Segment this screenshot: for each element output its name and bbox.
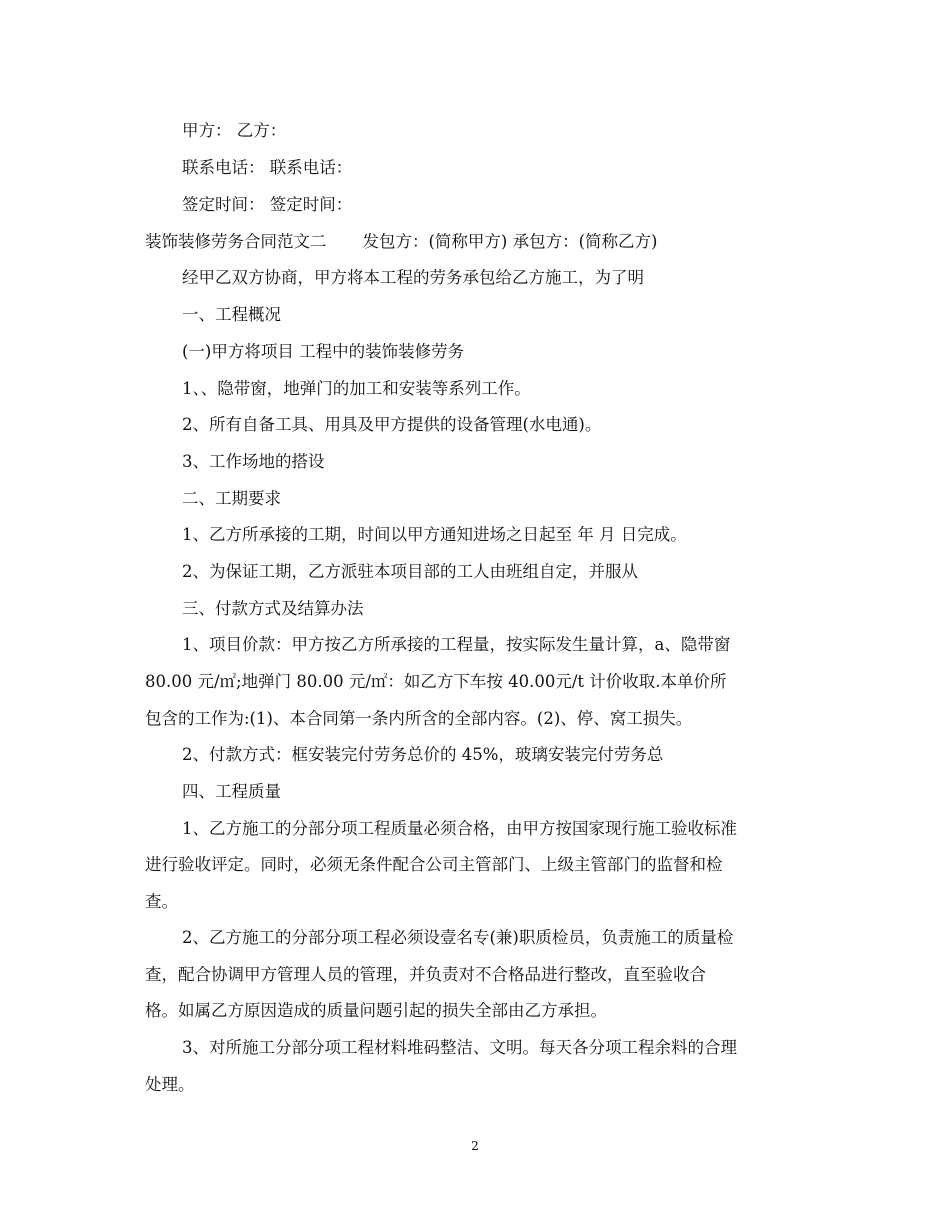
contract-title: 装饰装修劳务合同范文二 — [145, 232, 327, 251]
section-heading-2: 二、工期要求 — [182, 489, 281, 508]
clause-1-1: 1、、隐带窗，地弹门的加工和安装等系列工作。 — [182, 379, 531, 398]
clause-4-2-line-2: 查，配合协调甲方管理人员的管理，并负责对不合格品进行整改，直至验收合 — [145, 965, 706, 984]
clause-3-1-line-1: 1、项目价款：甲方按乙方所承接的工程量，按实际发生量计算，a、隐带窗 — [182, 635, 731, 654]
contract-parties: 发包方：(简称甲方) 承包方：(简称乙方) — [362, 232, 658, 251]
clause-1-2: 2、所有自备工具、用具及甲方提供的设备管理(水电通)。 — [182, 415, 602, 434]
clause-3-1-line-2: 80.00 元/㎡;地弹门 80.00 元/㎡：如乙方下车按 40.00元/t 计价收取.本单价所 — [145, 672, 727, 691]
clause-4-1-line-2: 进行验收评定。同时，必须无条件配合公司主管部门、上级主管部门的监督和检 — [145, 855, 723, 874]
contract-heading-line — [145, 231, 810, 253]
clause-4-3-line-2: 处理。 — [145, 1075, 195, 1094]
clause-4-2-line-3: 格。如属乙方原因造成的质量问题引起的损失全部由乙方承担。 — [145, 1001, 607, 1020]
clause-1-3: 3、工作场地的搭设 — [182, 452, 325, 471]
clause-3-1-line-3: 包含的工作为:(1)、本合同第一条内所含的全部内容。(2)、停、窝工损失。 — [145, 709, 693, 728]
paragraph-intro: 经甲乙双方协商，甲方将本工程的劳务承包给乙方施工，为了明 — [182, 268, 644, 287]
clause-4-3-line-1: 3、对所施工分部分项工程材料堆码整洁、文明。每天各分项工程余料的合理 — [182, 1038, 737, 1057]
clause-3-2: 2、付款方式：框安装完付劳务总价的 45%，玻璃安装完付劳务总 — [182, 745, 664, 764]
clause-4-1-line-3: 查。 — [145, 892, 178, 911]
subsection-1-1: (一)甲方将项目 工程中的装饰装修劳务 — [182, 342, 465, 361]
section-heading-4: 四、工程质量 — [182, 782, 281, 801]
clause-2-1: 1、乙方所承接的工期，时间以甲方通知进场之日起至 年 月 日完成。 — [182, 525, 687, 544]
clause-4-2-line-1: 2、乙方施工的分部分项工程必须设壹名专(兼)职质检员，负责施工的质量检 — [182, 928, 734, 947]
sign-date-label: 签定时间： 签定时间： — [182, 195, 353, 214]
page-number: 2 — [471, 1139, 479, 1153]
clause-2-2: 2、为保证工期，乙方派驻本项目部的工人由班组自定，并服从 — [182, 562, 638, 581]
party-a-b-label: 甲方： 乙方： — [182, 121, 287, 140]
section-heading-3: 三、付款方式及结算办法 — [182, 599, 364, 618]
clause-4-1-line-1: 1、乙方施工的分部分项工程质量必须合格，由甲方按国家现行施工验收标准 — [182, 819, 737, 838]
phone-label: 联系电话： 联系电话： — [182, 158, 353, 177]
section-heading-1: 一、工程概况 — [182, 305, 281, 324]
